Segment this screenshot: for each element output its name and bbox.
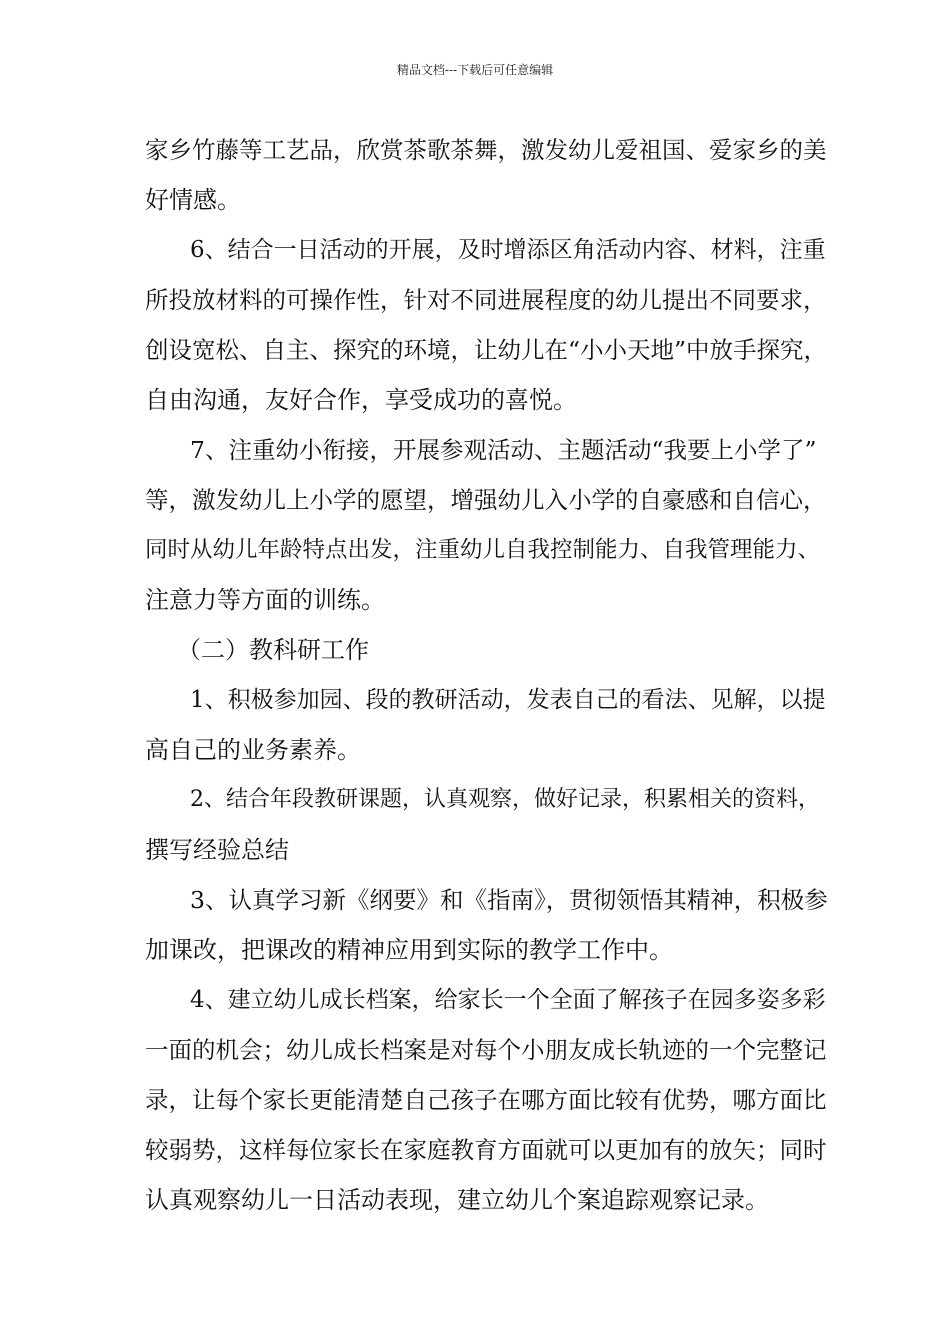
text-line: 等，激发幼儿上小学的愿望，增强幼儿入小学的自豪感和自信心，	[145, 486, 827, 514]
text-line: 自由沟通，友好合作，享受成功的喜悦。	[145, 386, 577, 414]
text-line: 1、积极参加园、段的教研活动，发表自己的看法、见解，以提	[190, 687, 826, 713]
text-line: 录，让每个家长更能清楚自己孩子在哪方面比较有优势，哪方面比	[145, 1086, 827, 1114]
text-line: 高自己的业务素养。	[145, 736, 361, 764]
text-line: 加课改，把课改的精神应用到实际的教学工作中。	[145, 936, 673, 964]
text-line: 撰写经验总结	[145, 836, 289, 864]
page-header: 精品文档---下载后可任意编辑	[396, 63, 554, 77]
text-line: 好情感。	[145, 186, 241, 214]
text-line: 4、建立幼儿成长档案，给家长一个全面了解孩子在园多姿多彩	[190, 987, 826, 1013]
text-line: 同时从幼儿年龄特点出发，注重幼儿自我控制能力、自我管理能力、	[145, 537, 821, 563]
text-line: 注意力等方面的训练。	[145, 586, 385, 614]
text-line: 一面的机会；幼儿成长档案是对每个小朋友成长轨迹的一个完整记	[145, 1036, 827, 1064]
text-line: 6、结合一日活动的开展，及时增添区角活动内容、材料，注重	[190, 237, 826, 263]
text-line: 家乡竹藤等工艺品，欣赏茶歌茶舞，激发幼儿爱祖国、爱家乡的美	[145, 136, 827, 164]
text-line: 2、结合年段教研课题，认真观察，做好记录，积累相关的资料，	[190, 787, 820, 812]
section-heading: （二）教科研工作	[177, 636, 369, 664]
text-line: 7、注重幼小衔接，开展参观活动、主题活动“我要上小学了”	[190, 436, 817, 464]
text-line: 3、认真学习新《纲要》和《指南》，贯彻领悟其精神，积极参	[190, 886, 828, 914]
text-line: 较弱势，这样每位家长在家庭教育方面就可以更加有的放矢；同时	[145, 1136, 827, 1164]
text-line: 所投放材料的可操作性，针对不同进展程度的幼儿提出不同要求，	[145, 286, 827, 314]
text-line: 创设宽松、自主、探究的环境，让幼儿在“小小天地”中放手探究，	[145, 336, 828, 364]
text-line: 认真观察幼儿一日活动表现，建立幼儿个案追踪观察记录。	[145, 1186, 769, 1214]
